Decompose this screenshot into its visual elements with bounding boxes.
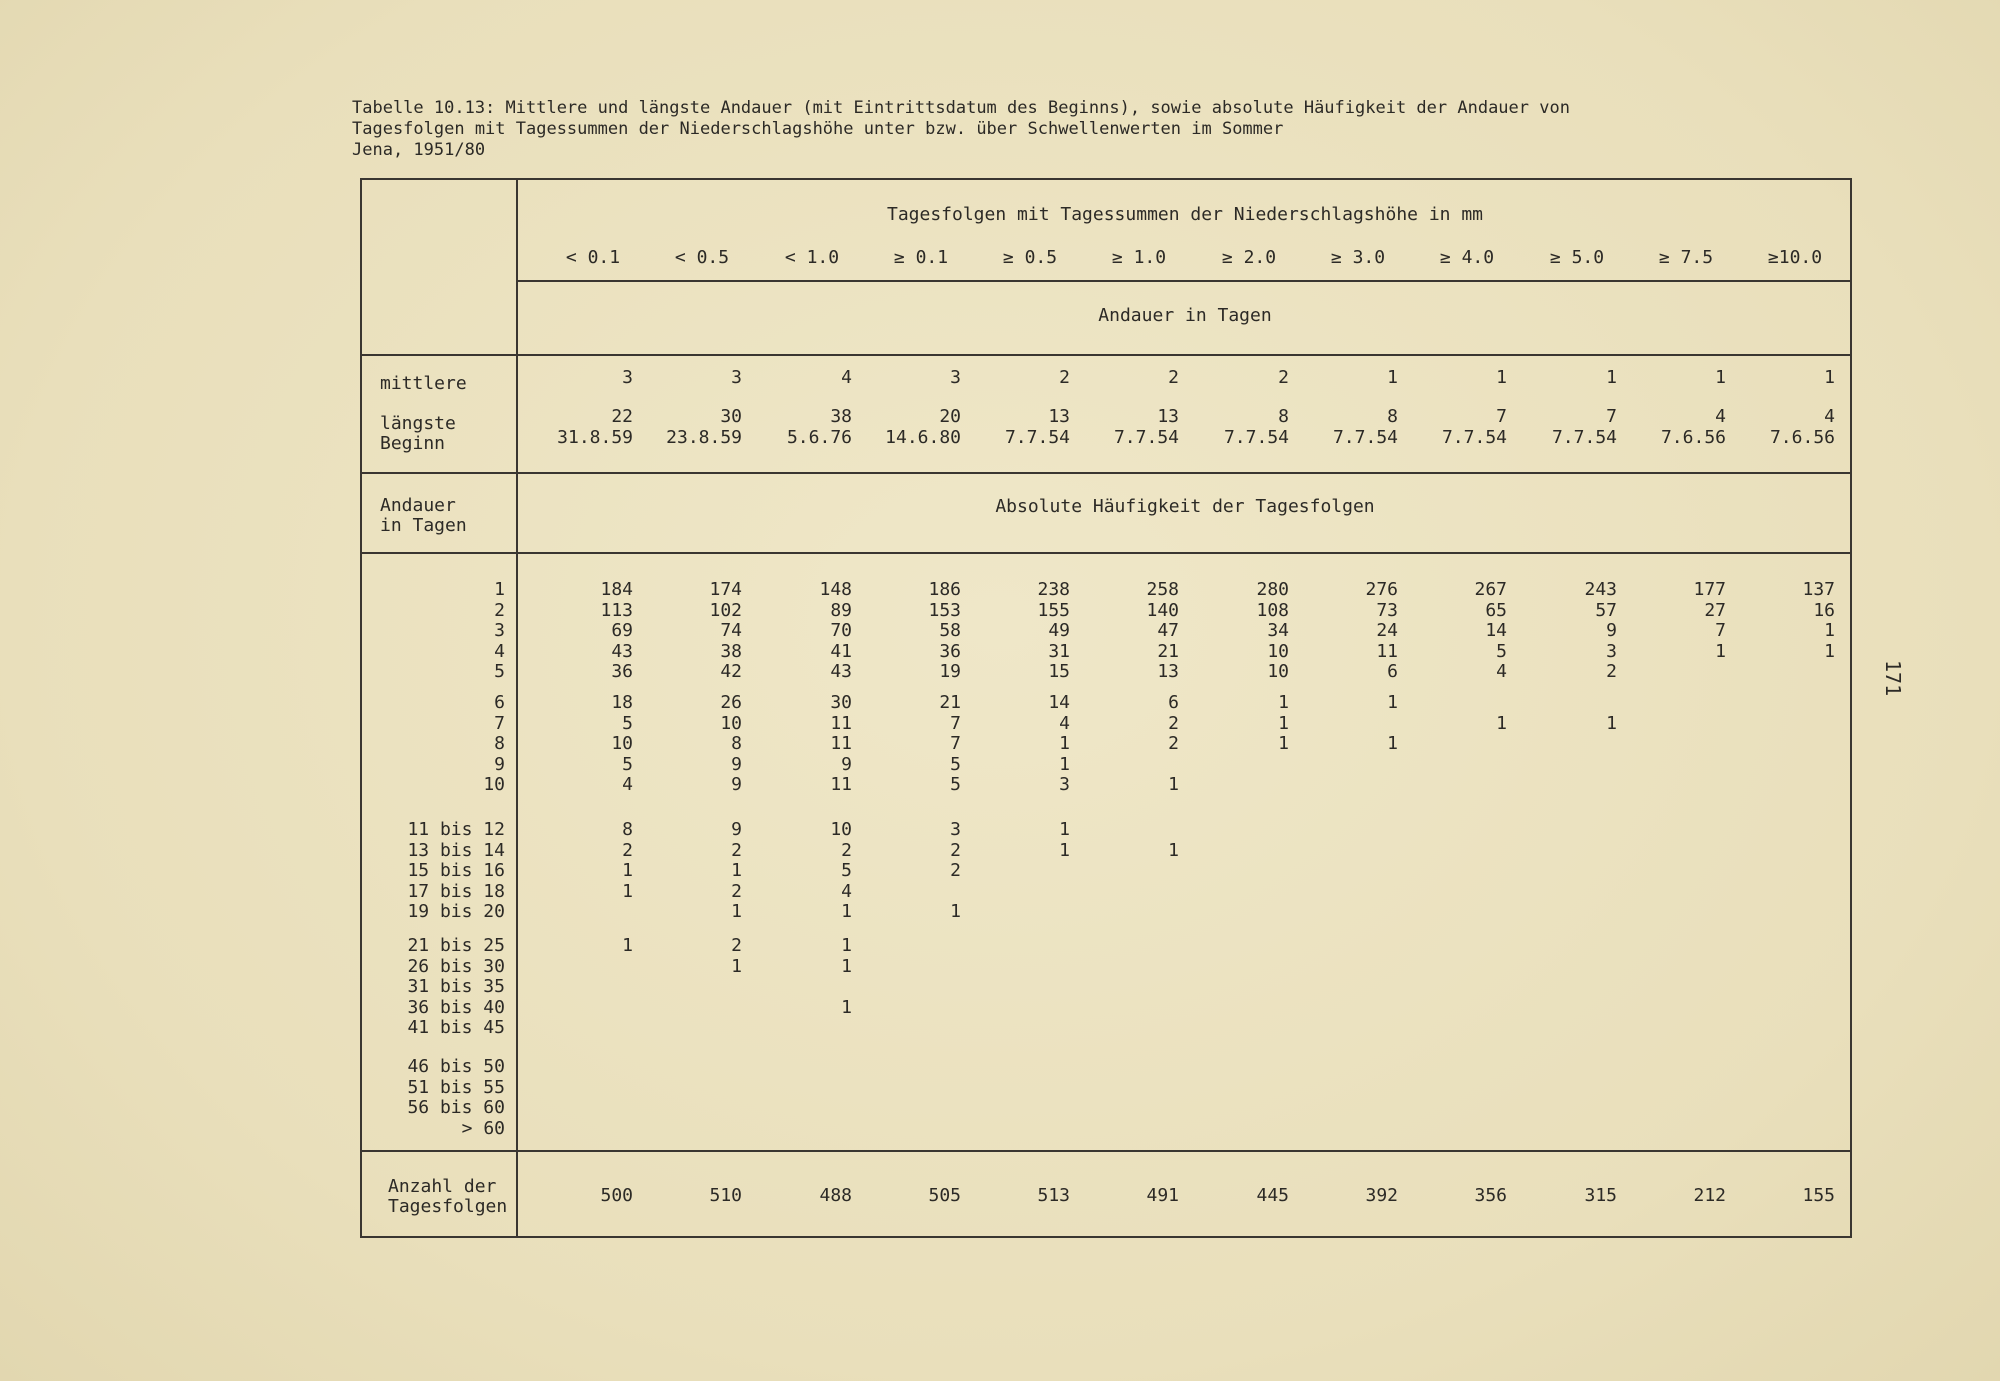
laengste-value: 7 xyxy=(1606,406,1617,427)
duration-row-label: 41 bis 45 xyxy=(407,1017,505,1038)
frequency-value: 47 xyxy=(1157,620,1179,641)
frequency-value: 3 xyxy=(1059,774,1070,795)
laengste-value: 38 xyxy=(830,406,852,427)
frequency-value: 1 xyxy=(1059,733,1070,754)
frequency-value: 1 xyxy=(1387,733,1398,754)
frequency-value: 148 xyxy=(819,579,852,600)
frequency-value: 4 xyxy=(1496,661,1507,682)
frequency-value: 113 xyxy=(600,600,633,621)
frequency-value: 7 xyxy=(1715,620,1726,641)
frequency-value: 73 xyxy=(1376,600,1398,621)
frequency-value: 6 xyxy=(1387,661,1398,682)
frequency-value: 1 xyxy=(622,935,633,956)
threshold-label: ≥ 3.0 xyxy=(1330,247,1386,268)
frequency-value: 7 xyxy=(950,733,961,754)
frequency-value: 184 xyxy=(600,579,633,600)
duration-row-label: 46 bis 50 xyxy=(407,1056,505,1077)
frequency-value: 43 xyxy=(830,661,852,682)
frequency-value: 2 xyxy=(622,840,633,861)
frequency-value: 10 xyxy=(611,733,633,754)
frequency-value: 1 xyxy=(1278,713,1289,734)
frequency-value: 3 xyxy=(950,819,961,840)
duration-row-label: 6 xyxy=(494,692,505,713)
frequency-value: 1 xyxy=(1059,819,1070,840)
total-value: 315 xyxy=(1584,1185,1617,1206)
frequency-value: 2 xyxy=(731,881,742,902)
frequency-value: 58 xyxy=(939,620,961,641)
rule-above-totals xyxy=(360,1150,1852,1152)
threshold-label: ≥10.0 xyxy=(1767,247,1823,268)
frequency-value: 11 xyxy=(1376,641,1398,662)
mittlere-label: mittlere xyxy=(380,373,467,394)
frequency-value: 11 xyxy=(830,733,852,754)
frequency-value: 1 xyxy=(731,901,742,922)
frequency-value: 9 xyxy=(731,754,742,775)
frequency-value: 7 xyxy=(950,713,961,734)
frequency-value: 1 xyxy=(1168,840,1179,861)
duration-row-label: 31 bis 35 xyxy=(407,976,505,997)
laengste-label: längste Beginn xyxy=(380,413,456,454)
freq-row-header: Andauer in Tagen xyxy=(380,495,467,536)
laengste-value: 22 xyxy=(611,406,633,427)
frequency-value: 18 xyxy=(611,692,633,713)
duration-label: Andauer in Tagen xyxy=(1098,305,1272,326)
frequency-value: 30 xyxy=(830,692,852,713)
rule-row-header-column xyxy=(516,178,518,1238)
laengste-value: 4 xyxy=(1715,406,1726,427)
beginn-date: 5.6.76 xyxy=(786,427,852,448)
duration-row-label: 3 xyxy=(494,620,505,641)
mittlere-value: 3 xyxy=(950,367,961,388)
mittlere-value: 1 xyxy=(1496,367,1507,388)
threshold-label: ≥ 5.0 xyxy=(1549,247,1605,268)
frequency-value: 41 xyxy=(830,641,852,662)
frequency-value: 49 xyxy=(1048,620,1070,641)
frequency-value: 2 xyxy=(1606,661,1617,682)
frequency-value: 10 xyxy=(1267,661,1289,682)
threshold-label: < 1.0 xyxy=(784,247,840,268)
beginn-date: 23.8.59 xyxy=(666,427,742,448)
frequency-value: 108 xyxy=(1256,600,1289,621)
frequency-value: 5 xyxy=(950,754,961,775)
frequency-value: 36 xyxy=(611,661,633,682)
frequency-value: 2 xyxy=(731,935,742,956)
frequency-value: 21 xyxy=(1157,641,1179,662)
beginn-date: 7.6.56 xyxy=(1769,427,1835,448)
frequency-value: 21 xyxy=(939,692,961,713)
mittlere-value: 1 xyxy=(1715,367,1726,388)
laengste-value: 13 xyxy=(1157,406,1179,427)
threshold-label: ≥ 1.0 xyxy=(1111,247,1167,268)
frequency-value: 9 xyxy=(731,774,742,795)
frequency-value: 27 xyxy=(1704,600,1726,621)
table-caption: Tabelle 10.13: Mittlere und längste Andauer (mit Eintrittsdatum des Beginns), sowie absolute Häufigkeit der Andauer von Tagesfolgen mit Tagessummen der Niederschlagshöhe unter bzw. über Schwellenwerten im Sommer Jena, 1951/80 xyxy=(352,98,1570,160)
total-value: 491 xyxy=(1146,1185,1179,1206)
frequency-value: 16 xyxy=(1813,600,1835,621)
mittlere-value: 2 xyxy=(1059,367,1070,388)
mittlere-value: 1 xyxy=(1824,367,1835,388)
frequency-value: 267 xyxy=(1474,579,1507,600)
rule-below-stats xyxy=(360,472,1852,474)
mittlere-value: 2 xyxy=(1278,367,1289,388)
frequency-value: 137 xyxy=(1802,579,1835,600)
frequency-value: 3 xyxy=(1606,641,1617,662)
frequency-value: 74 xyxy=(720,620,742,641)
frequency-value: 1 xyxy=(841,956,852,977)
frequency-value: 13 xyxy=(1157,661,1179,682)
laengste-value: 20 xyxy=(939,406,961,427)
frequency-value: 1 xyxy=(622,860,633,881)
frequency-value: 65 xyxy=(1485,600,1507,621)
frequency-value: 2 xyxy=(950,840,961,861)
beginn-date: 7.7.54 xyxy=(1113,427,1179,448)
frequency-value: 258 xyxy=(1146,579,1179,600)
frequency-value: 36 xyxy=(939,641,961,662)
frequency-value: 2 xyxy=(841,840,852,861)
mittlere-value: 3 xyxy=(731,367,742,388)
frequency-value: 24 xyxy=(1376,620,1398,641)
duration-row-label: > 60 xyxy=(461,1118,505,1139)
page-number: 171 xyxy=(1881,660,1905,697)
freq-title: Absolute Häufigkeit der Tagesfolgen xyxy=(995,496,1375,517)
duration-row-label: 9 xyxy=(494,754,505,775)
frequency-value: 1 xyxy=(1278,692,1289,713)
frequency-value: 10 xyxy=(1267,641,1289,662)
frequency-value: 2 xyxy=(731,840,742,861)
frequency-value: 1 xyxy=(1824,641,1835,662)
frequency-value: 2 xyxy=(950,860,961,881)
beginn-date: 7.7.54 xyxy=(1223,427,1289,448)
frequency-value: 4 xyxy=(1059,713,1070,734)
frequency-value: 70 xyxy=(830,620,852,641)
frequency-value: 1 xyxy=(841,997,852,1018)
frequency-value: 38 xyxy=(720,641,742,662)
laengste-value: 13 xyxy=(1048,406,1070,427)
threshold-label: < 0.1 xyxy=(565,247,621,268)
frequency-value: 1 xyxy=(1824,620,1835,641)
duration-row-label: 10 xyxy=(483,774,505,795)
frequency-value: 26 xyxy=(720,692,742,713)
frequency-value: 1 xyxy=(731,860,742,881)
frequency-value: 1 xyxy=(950,901,961,922)
frequency-value: 34 xyxy=(1267,620,1289,641)
frequency-value: 102 xyxy=(709,600,742,621)
duration-row-label: 8 xyxy=(494,733,505,754)
threshold-label: ≥ 0.5 xyxy=(1002,247,1058,268)
frequency-value: 1 xyxy=(1059,840,1070,861)
frequency-value: 8 xyxy=(731,733,742,754)
duration-row-label: 36 bis 40 xyxy=(407,997,505,1018)
frequency-value: 243 xyxy=(1584,579,1617,600)
threshold-label: ≥ 7.5 xyxy=(1658,247,1714,268)
frequency-value: 153 xyxy=(928,600,961,621)
frequency-value: 9 xyxy=(841,754,852,775)
frequency-value: 238 xyxy=(1037,579,1070,600)
total-value: 392 xyxy=(1365,1185,1398,1206)
frequency-value: 140 xyxy=(1146,600,1179,621)
total-value: 155 xyxy=(1802,1185,1835,1206)
duration-row-label: 26 bis 30 xyxy=(407,956,505,977)
beginn-date: 7.7.54 xyxy=(1004,427,1070,448)
frequency-value: 280 xyxy=(1256,579,1289,600)
frequency-value: 9 xyxy=(1606,620,1617,641)
laengste-value: 30 xyxy=(720,406,742,427)
frequency-value: 2 xyxy=(1168,713,1179,734)
total-value: 488 xyxy=(819,1185,852,1206)
frequency-value: 10 xyxy=(720,713,742,734)
frequency-value: 89 xyxy=(830,600,852,621)
rule-below-duration-label xyxy=(360,354,1852,356)
total-value: 500 xyxy=(600,1185,633,1206)
total-label: Anzahl der Tagesfolgen xyxy=(388,1176,508,1217)
total-value: 445 xyxy=(1256,1185,1289,1206)
duration-row-label: 51 bis 55 xyxy=(407,1077,505,1098)
total-value: 505 xyxy=(928,1185,961,1206)
frequency-value: 1 xyxy=(1278,733,1289,754)
frequency-value: 43 xyxy=(611,641,633,662)
total-value: 212 xyxy=(1693,1185,1726,1206)
frequency-value: 15 xyxy=(1048,661,1070,682)
duration-row-label: 2 xyxy=(494,600,505,621)
frequency-value: 1 xyxy=(1168,774,1179,795)
frequency-value: 10 xyxy=(830,819,852,840)
laengste-value: 8 xyxy=(1387,406,1398,427)
duration-row-label: 17 bis 18 xyxy=(407,881,505,902)
mittlere-value: 2 xyxy=(1168,367,1179,388)
frequency-value: 1 xyxy=(1606,713,1617,734)
total-value: 513 xyxy=(1037,1185,1070,1206)
rule-below-thresholds xyxy=(516,280,1852,282)
frequency-value: 1 xyxy=(622,881,633,902)
beginn-date: 7.6.56 xyxy=(1660,427,1726,448)
frequency-value: 2 xyxy=(1168,733,1179,754)
frequency-value: 1 xyxy=(841,935,852,956)
frequency-value: 1 xyxy=(1059,754,1070,775)
beginn-date: 31.8.59 xyxy=(557,427,633,448)
frequency-value: 5 xyxy=(1496,641,1507,662)
laengste-value: 4 xyxy=(1824,406,1835,427)
frequency-value: 5 xyxy=(841,860,852,881)
frequency-value: 8 xyxy=(622,819,633,840)
frequency-value: 57 xyxy=(1595,600,1617,621)
frequency-value: 186 xyxy=(928,579,961,600)
frequency-value: 177 xyxy=(1693,579,1726,600)
mittlere-value: 3 xyxy=(622,367,633,388)
group-title: Tagesfolgen mit Tagessummen der Niederschlagshöhe in mm xyxy=(886,204,1484,225)
threshold-label: < 0.5 xyxy=(674,247,730,268)
frequency-value: 11 xyxy=(830,713,852,734)
duration-row-label: 1 xyxy=(494,579,505,600)
beginn-date: 7.7.54 xyxy=(1551,427,1617,448)
frequency-value: 14 xyxy=(1048,692,1070,713)
frequency-value: 1 xyxy=(1496,713,1507,734)
threshold-label: ≥ 2.0 xyxy=(1221,247,1277,268)
frequency-value: 1 xyxy=(1715,641,1726,662)
beginn-date: 14.6.80 xyxy=(885,427,961,448)
frequency-value: 5 xyxy=(622,713,633,734)
frequency-value: 174 xyxy=(709,579,742,600)
duration-row-label: 4 xyxy=(494,641,505,662)
mittlere-value: 1 xyxy=(1606,367,1617,388)
duration-row-label: 21 bis 25 xyxy=(407,935,505,956)
duration-row-label: 56 bis 60 xyxy=(407,1097,505,1118)
frequency-value: 155 xyxy=(1037,600,1070,621)
frequency-value: 1 xyxy=(731,956,742,977)
frequency-value: 42 xyxy=(720,661,742,682)
threshold-label: ≥ 4.0 xyxy=(1439,247,1495,268)
frequency-value: 9 xyxy=(731,819,742,840)
beginn-date: 7.7.54 xyxy=(1332,427,1398,448)
duration-row-label: 11 bis 12 xyxy=(407,819,505,840)
total-value: 510 xyxy=(709,1185,742,1206)
frequency-value: 19 xyxy=(939,661,961,682)
frequency-value: 6 xyxy=(1168,692,1179,713)
total-value: 356 xyxy=(1474,1185,1507,1206)
laengste-value: 7 xyxy=(1496,406,1507,427)
frequency-value: 69 xyxy=(611,620,633,641)
duration-row-label: 15 bis 16 xyxy=(407,860,505,881)
frequency-value: 5 xyxy=(622,754,633,775)
beginn-date: 7.7.54 xyxy=(1441,427,1507,448)
frequency-value: 5 xyxy=(950,774,961,795)
duration-row-label: 19 bis 20 xyxy=(407,901,505,922)
frequency-value: 14 xyxy=(1485,620,1507,641)
mittlere-value: 4 xyxy=(841,367,852,388)
frequency-value: 276 xyxy=(1365,579,1398,600)
duration-row-label: 13 bis 14 xyxy=(407,840,505,861)
frequency-value: 1 xyxy=(841,901,852,922)
mittlere-value: 1 xyxy=(1387,367,1398,388)
laengste-value: 8 xyxy=(1278,406,1289,427)
frequency-value: 4 xyxy=(622,774,633,795)
duration-row-label: 5 xyxy=(494,661,505,682)
frequency-value: 11 xyxy=(830,774,852,795)
rule-below-freq-title xyxy=(360,552,1852,554)
duration-row-label: 7 xyxy=(494,713,505,734)
frequency-value: 1 xyxy=(1387,692,1398,713)
frequency-value: 4 xyxy=(841,881,852,902)
threshold-label: ≥ 0.1 xyxy=(893,247,949,268)
frequency-value: 31 xyxy=(1048,641,1070,662)
